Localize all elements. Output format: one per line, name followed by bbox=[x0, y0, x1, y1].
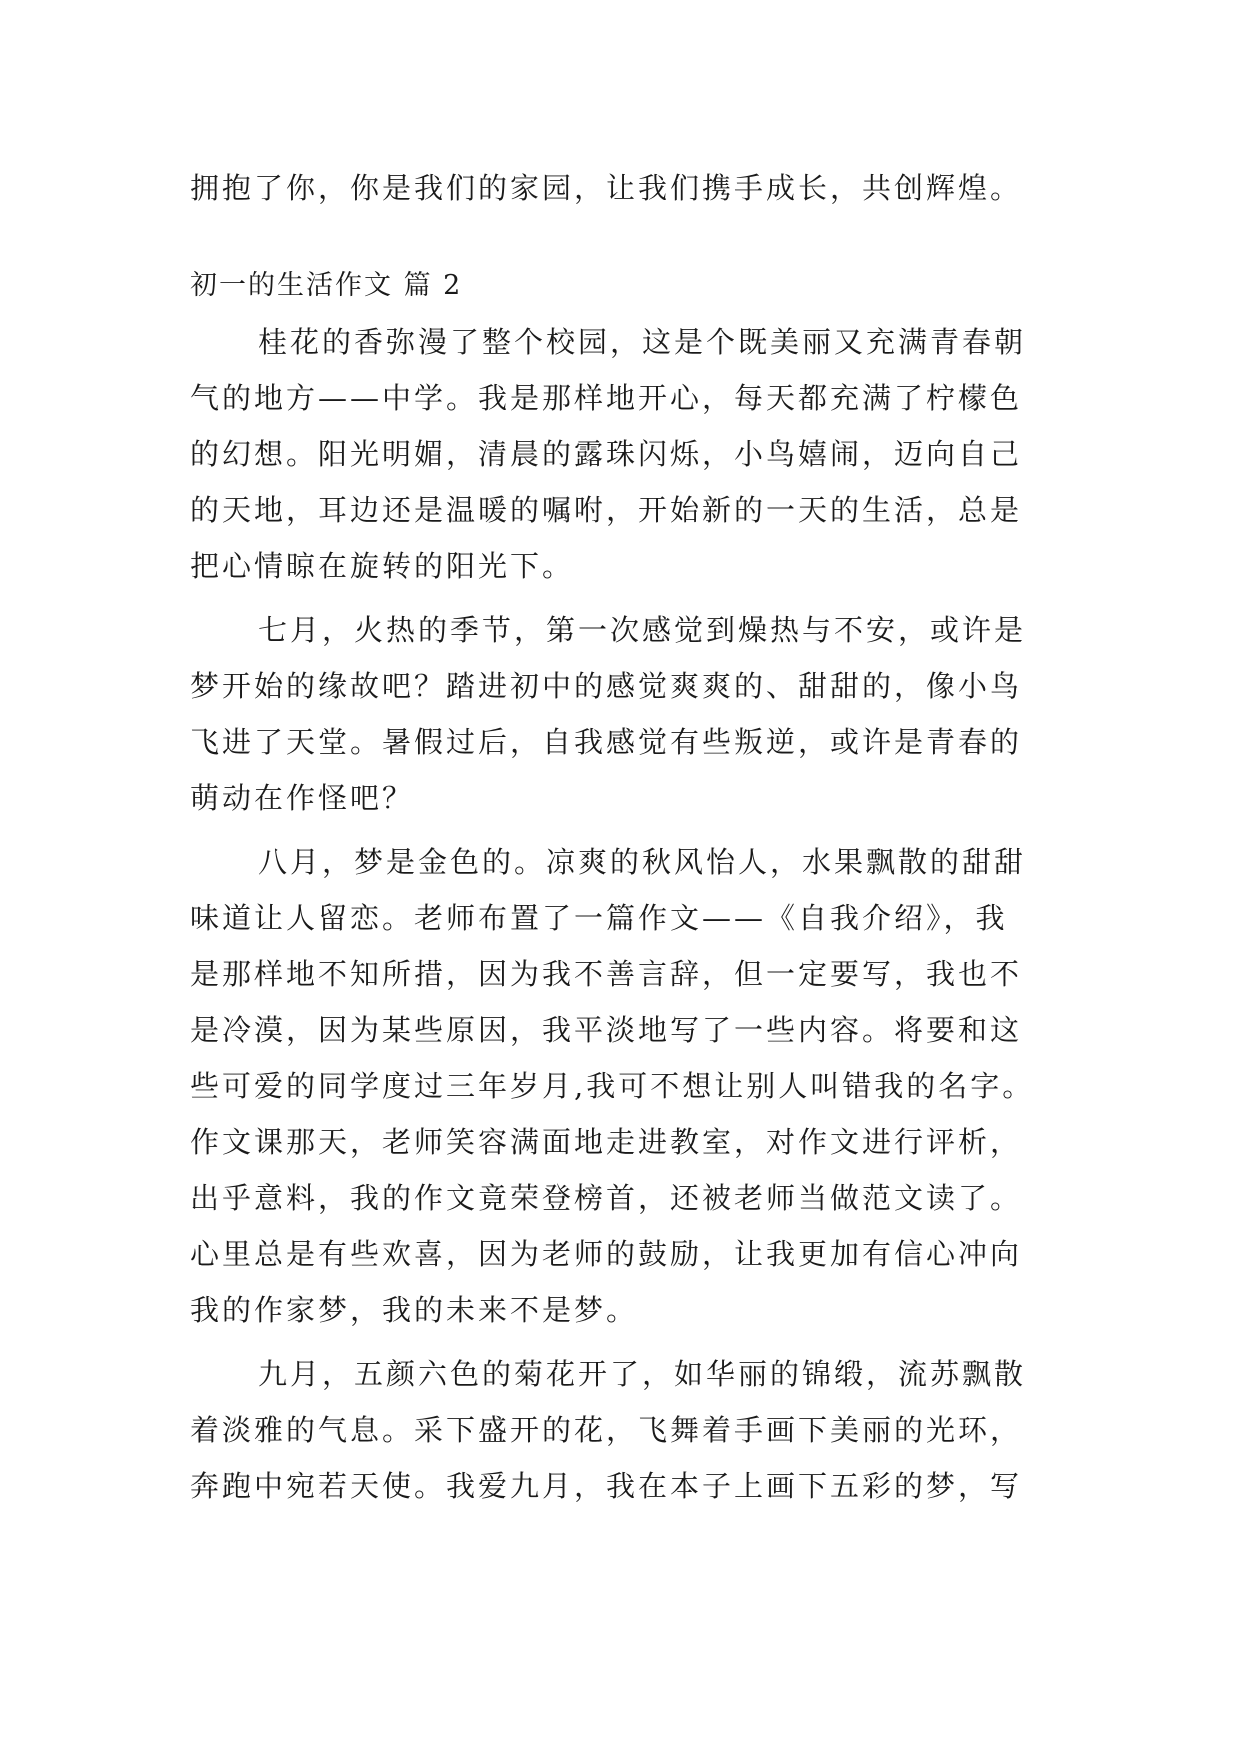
paragraph-1 bbox=[190, 314, 1050, 594]
paragraph-line: 着淡雅的气息。采下盛开的花，飞舞着手画下美丽的光环， bbox=[190, 1413, 1023, 1447]
paragraph-line: 七月，火热的季节，第一次感觉到燥热与不安，或许是 bbox=[258, 613, 1027, 647]
paragraph-line: 味道让人留恋。老师布置了一篇作文——《自我介绍》，我 bbox=[190, 901, 1008, 935]
paragraph-4 bbox=[190, 1346, 1050, 1514]
paragraph-line: 八月，梦是金色的。凉爽的秋风怡人，水果飘散的甜甜 bbox=[258, 845, 1027, 879]
continuation-line: 拥抱了你，你是我们的家园，让我们携手成长，共创辉煌。 bbox=[190, 171, 1023, 205]
paragraph-line: 心里总是有些欢喜，因为老师的鼓励，让我更加有信心冲向 bbox=[190, 1237, 1023, 1271]
essay-heading: 初一的生活作文 篇 2 bbox=[190, 270, 463, 301]
paragraph-line: 出乎意料，我的作文竟荣登榜首，还被老师当做范文读了。 bbox=[190, 1181, 1023, 1215]
paragraph-line: 作文课那天，老师笑容满面地走进教室，对作文进行评析， bbox=[190, 1125, 1023, 1159]
paragraph-line: 的天地，耳边还是温暖的嘱咐，开始新的一天的生活，总是 bbox=[190, 493, 1023, 527]
paragraph-line: 飞进了天堂。暑假过后，自我感觉有些叛逆，或许是青春的 bbox=[190, 725, 1023, 759]
paragraph-line: 奔跑中宛若天使。我爱九月，我在本子上画下五彩的梦，写 bbox=[190, 1469, 1023, 1503]
paragraph-line: 把心情晾在旋转的阳光下。 bbox=[190, 549, 575, 583]
paragraph-line: 梦开始的缘故吧？踏进初中的感觉爽爽的、甜甜的，像小鸟 bbox=[190, 669, 1023, 703]
paragraph-2 bbox=[190, 602, 1050, 826]
paragraph-line: 些可爱的同学度过三年岁月,我可不想让别人叫错我的名字。 bbox=[190, 1069, 1035, 1103]
paragraph-line: 我的作家梦，我的未来不是梦。 bbox=[190, 1293, 639, 1327]
paragraph-line: 萌动在作怪吧？ bbox=[190, 781, 415, 815]
paragraph-line: 是那样地不知所措，因为我不善言辞，但一定要写，我也不 bbox=[190, 957, 1023, 991]
document-body bbox=[190, 160, 1050, 1522]
paragraph-line: 桂花的香弥漫了整个校园，这是个既美丽又充满青春朝 bbox=[258, 325, 1027, 359]
paragraph-line: 是冷漠，因为某些原因，我平淡地写了一些内容。将要和这 bbox=[190, 1013, 1023, 1047]
paragraph-line: 的幻想。阳光明媚，清晨的露珠闪烁，小鸟嬉闹，迈向自己 bbox=[190, 437, 1023, 471]
paragraph-line: 九月，五颜六色的菊花开了，如华丽的锦缎，流苏飘散 bbox=[258, 1357, 1027, 1391]
paragraph-3 bbox=[190, 834, 1050, 1338]
paragraph-line: 气的地方——中学。我是那样地开心，每天都充满了柠檬色 bbox=[190, 381, 1023, 415]
